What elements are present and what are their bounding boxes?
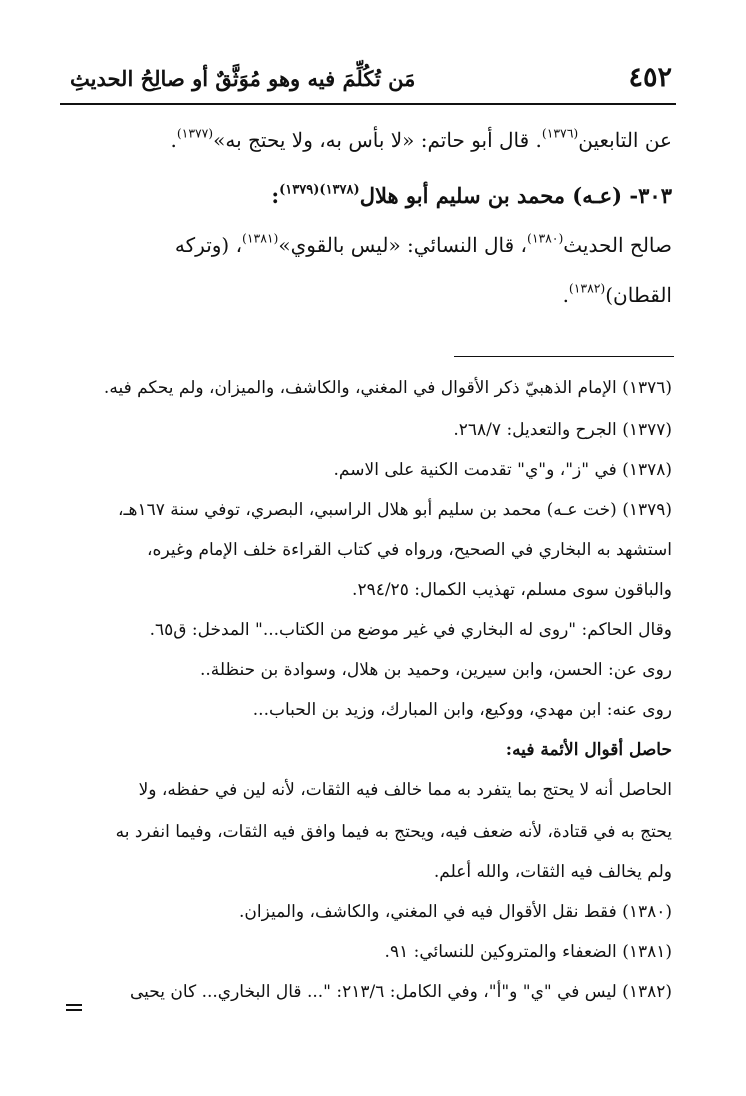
footnote-ref[interactable]: (١٣٧٦) [541,125,579,141]
body-line-4: القطان)$^{(١٣٨٢)}$. [562,280,672,307]
summary-line-3: ولم يخالف فيه الثقات، والله أعلم. [433,862,672,882]
footnote-ref[interactable]: (١٣٧٩) [279,182,320,198]
footnote-ref[interactable]: (١٣٧٨) [319,182,360,198]
summary-line-1: الحاصل أنه لا يحتج بما يتفرد به مما خالف فيه الثقات، لأنه لين في حفظه، ولا [138,780,672,800]
footnote-1376: (١٣٧٦) الإمام الذهبيّ ذكر الأقوال في المغني، والكاشف، والميزان، ولم يحكم فيه. [103,378,672,398]
footnote-1379-line-3: والباقون سوى مسلم، تهذيب الكمال: ٢٩٤/٢٥. [352,580,672,600]
footnote-1381: (١٣٨١) الضعفاء والمتروكين للنسائي: ٩١. [384,942,672,962]
footnote-1379-line-6: روى عنه: ابن مهدي، ووكيع، وابن المبارك، وزيد بن الحباب... [252,700,672,720]
page-number: ٤٥٢ [628,62,672,93]
footnote-1378: (١٣٧٨) في "ز"، و"ي" تقدمت الكنية على الاسم. [333,460,672,480]
footnote-ref[interactable]: (١٣٨٠) [526,230,564,246]
footnote-1382: (١٣٨٢) ليس في "ي" و"أ"، وفي الكامل: ٢١٣/٦: "... قال البخاري... كان يحيى [130,982,672,1002]
body-line-1: عن التابعين$^{(١٣٧٦)}$. قال أبو حاتم: «لا بأس به، ولا يحتج به»$^{(١٣٧٧)}$. [170,125,672,152]
footnotes-separator [454,356,674,357]
footnote-ref[interactable]: (١٣٨٢) [568,280,606,296]
running-title: مَن تُكُلِّمَ فيه وهو مُوَثَّقٌ أو صالِحُ الحديثِ [70,66,416,91]
footnote-1379-line-2: استشهد به البخاري في الصحيح، ورواه في كتاب القراءة خلف الإمام وغيره، [147,540,672,560]
continuation-mark [66,1004,82,1014]
footnote-ref[interactable]: (١٣٧٧) [176,125,214,141]
header-rule [60,103,676,105]
footnote-1379-line-4: وقال الحاكم: "روى له البخاري في غير موضع من الكتاب..." المدخل: ق٦٥. [149,620,672,640]
footnote-ref[interactable]: (١٣٨١) [242,230,279,246]
summary-line-2: يحتج به في قتادة، لأنه ضعف فيه، ويحتج به فيما وافق فيه الثقات، وفيما انفرد به [115,822,672,842]
footnote-1377: (١٣٧٧) الجرح والتعديل: ٢٦٨/٧. [453,420,672,440]
footnote-1379-line-1: (١٣٧٩) (خت عـه) محمد بن سليم أبو هلال الراسبي، البصري، توفي سنة ١٦٧هـ، [118,500,672,520]
entry-heading: ٣٠٣- (عـه) محمد بن سليم أبو هلال$^{(١٣٧٨)(١٣٧٩)}$: [271,182,672,208]
summary-heading: حاصل أقوال الأئمة فيه: [505,740,672,760]
footnote-1379-line-5: روى عن: الحسن، وابن سيرين، وحميد بن هلال، وسوادة بن حنظلة.. [199,660,672,680]
page-header [70,60,672,100]
footnote-1380: (١٣٨٠) فقط نقل الأقوال فيه في المغني، والكاشف، والميزان. [239,902,672,922]
body-line-3: صالح الحديث$^{(١٣٨٠)}$، قال النسائي: «ليس بالقوي»$^{(١٣٨١)}$، (وتركه [174,230,672,257]
